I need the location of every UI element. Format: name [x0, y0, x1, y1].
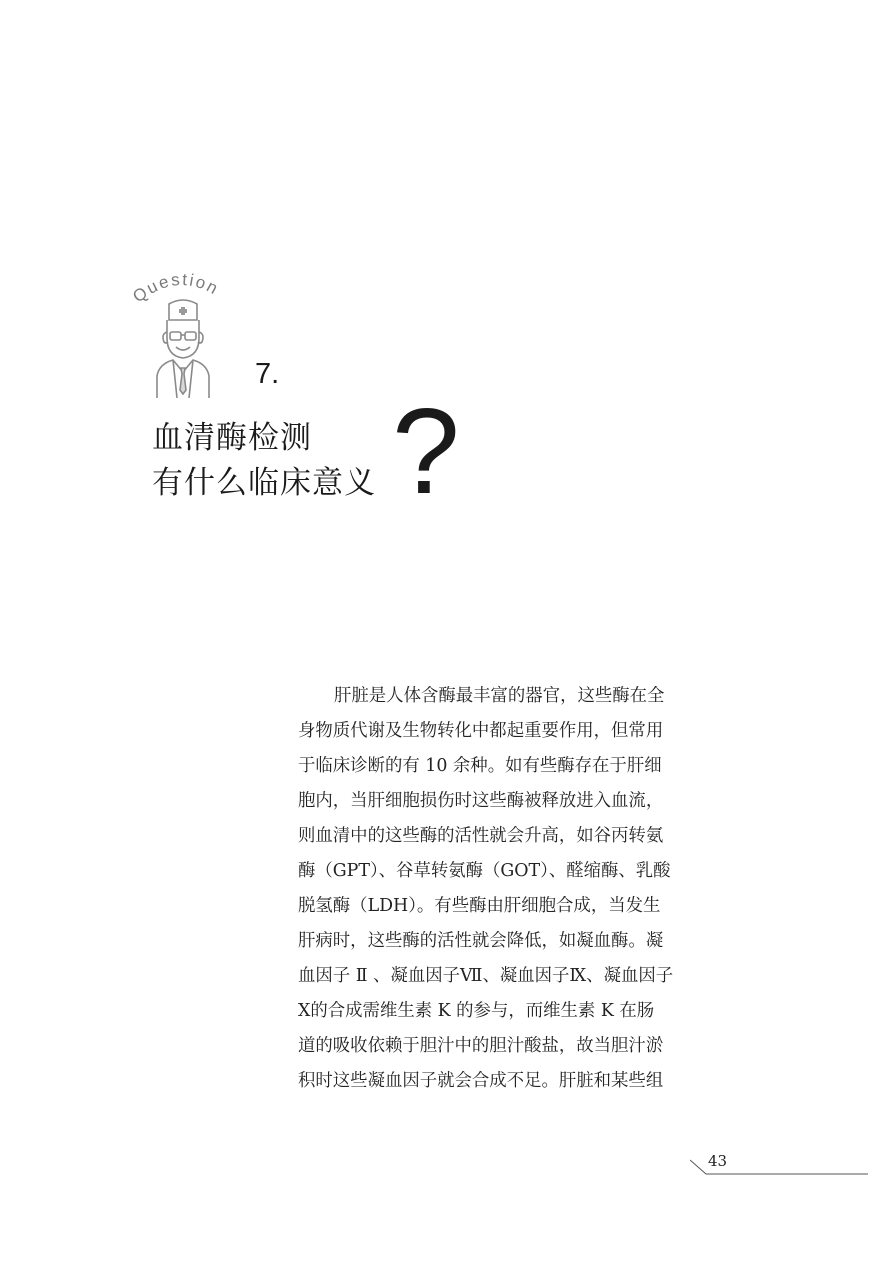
- doctor-icon: [147, 294, 219, 398]
- question-number: 7.: [255, 358, 280, 390]
- body-line: 身物质代谢及生物转化中都起重要作用，但常用: [298, 721, 664, 741]
- body-line: 积时这些凝血因子就会合成不足。肝脏和某些组: [298, 1071, 664, 1091]
- title-line-2: 有什么临床意义: [152, 465, 376, 501]
- question-mark: ?: [392, 383, 460, 519]
- body-line: 则血清中的这些酶的活性就会升高，如谷丙转氨: [298, 826, 664, 846]
- body-line: 肝病时，这些酶的活性就会降低，如凝血酶。凝: [298, 931, 664, 951]
- body-line: 肝脏是人体含酶最丰富的器官，这些酶在全: [334, 686, 665, 706]
- question-word-text: Question: [129, 272, 223, 307]
- page-number: 43: [708, 1152, 728, 1170]
- body-paragraph: [298, 679, 742, 1099]
- body-line: 于临床诊断的有 10 余种。如有些酶存在于肝细: [298, 756, 662, 776]
- body-line: 胞内，当肝细胞损伤时这些酶被释放进入血流，: [298, 791, 664, 811]
- body-line: Ⅹ的合成需维生素 K 的参与，而维生素 K 在肠: [298, 1001, 655, 1021]
- body-line: 血因子 Ⅱ 、凝血因子Ⅶ、凝血因子Ⅸ、凝血因子: [298, 966, 674, 986]
- body-line: 酶（GPT）、谷草转氨酶（GOT）、醛缩酶、乳酸: [298, 861, 671, 881]
- body-line: 脱氢酶（LDH）。有些酶由肝细胞合成，当发生: [298, 896, 661, 916]
- title-line-1: 血清酶检测: [152, 420, 312, 456]
- body-line: 道的吸收依赖于胆汁中的胆汁酸盐，故当胆汁淤: [298, 1036, 664, 1056]
